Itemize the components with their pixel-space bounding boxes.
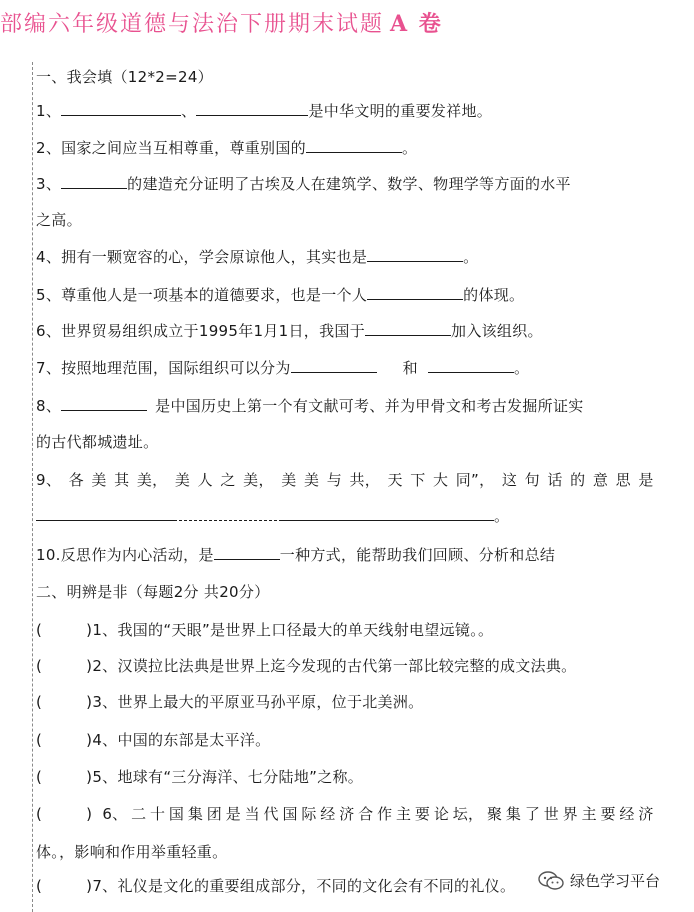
- title-main: 部编六年级道德与法治下册期末试题: [0, 12, 385, 37]
- answer-blank[interactable]: [61, 101, 181, 116]
- margin-rule: [32, 62, 33, 912]
- judge-item-3: ( )3、世界上最大的平原亚马孙平原，位于北美洲。: [36, 693, 424, 711]
- section2-heading: 二、明辨是非（每题2分 共20分）: [36, 583, 270, 601]
- watermark-text: 绿色学习平台: [570, 872, 661, 890]
- answer-blank[interactable]: [61, 396, 147, 411]
- judge-item-2: ( )2、汉谟拉比法典是世界上迄今发现的古代第一部比较完整的成文法典。: [36, 657, 577, 675]
- question-5: 5、尊重他人是一项基本的道德要求，也是一个人 的体现。: [36, 286, 525, 304]
- answer-blank[interactable]: [214, 545, 280, 560]
- judge-item-6-text: 6、 二 十 国 集 团 是 当 代 国 际 经 济 合 作 主 要 论 坛， 聚 集 了 世 界 主 要 经 济: [102, 805, 654, 823]
- judge-item-4: ( )4、中国的东部是太平洋。: [36, 731, 271, 749]
- judge-answer-slot[interactable]: [42, 804, 86, 824]
- judge-item-6: ( ) 6、 二 十 国 集 团 是 当 代 国 际 经 济 合 作 主 要 论 坛， 聚 集 了 世 界 主 要 经 济: [36, 805, 654, 823]
- judge-item-1: ( )1、我国的“天眼”是世界上口径最大的单天线射电望远镜。。: [36, 621, 494, 639]
- question-10: 10.反思作为内心活动，是 一种方式，能帮助我们回顾、分析和总结: [36, 546, 556, 564]
- question-8-cont: 的古代都城遗址。: [36, 433, 159, 451]
- answer-line[interactable]: [174, 510, 282, 521]
- answer-blank[interactable]: [291, 358, 377, 373]
- wechat-icon: [538, 871, 564, 891]
- answer-blank[interactable]: [61, 174, 127, 189]
- judge-item-6-cont: 体。，影响和作用举重轻重。: [36, 843, 228, 861]
- answer-line[interactable]: [282, 510, 494, 521]
- answer-blank[interactable]: [196, 101, 308, 116]
- page-title: [0, 4, 443, 44]
- section1-heading: 一、我会填（12*2=24）: [36, 68, 213, 86]
- question-7: 7、按照地理范围，国际组织可以分为 和 。: [36, 359, 530, 377]
- title-suffix: A 卷: [390, 11, 443, 37]
- answer-line[interactable]: [36, 510, 174, 521]
- question-9: 9、 各 美 其 美， 美 人 之 美， 美 美 与 共， 天 下 大 同”， 这 句 话 的 意 思 是: [36, 471, 654, 489]
- answer-blank[interactable]: [365, 321, 451, 336]
- question-3-cont: 之高。: [36, 211, 82, 229]
- watermark: [538, 870, 660, 891]
- question-6: 6、世界贸易组织成立于1995年1月1日，我国于 加入该组织。: [36, 322, 543, 340]
- question-9-answer: 。: [36, 506, 509, 526]
- question-4: 4、拥有一颗宽容的心，学会原谅他人，其实也是 。: [36, 248, 479, 266]
- question-3: 3、 的建造充分证明了古埃及人在建筑学、数学、物理学等方面的水平: [36, 175, 571, 193]
- answer-blank[interactable]: [367, 285, 463, 300]
- question-1: 1、 、 是中华文明的重要发祥地。: [36, 102, 493, 120]
- question-8: 8、 是中国历史上第一个有文献可考、并为甲骨文和考古发掘所证实: [36, 397, 584, 415]
- judge-item-5: ( )5、地球有“三分海洋、七分陆地”之称。: [36, 768, 364, 786]
- answer-blank[interactable]: [428, 358, 514, 373]
- judge-item-7: ( )7、礼仪是文化的重要组成部分，不同的文化会有不同的礼仪。: [36, 877, 516, 895]
- question-2: 2、国家之间应当互相尊重，尊重别国的 。: [36, 139, 418, 157]
- answer-blank[interactable]: [367, 247, 463, 262]
- answer-blank[interactable]: [306, 138, 402, 153]
